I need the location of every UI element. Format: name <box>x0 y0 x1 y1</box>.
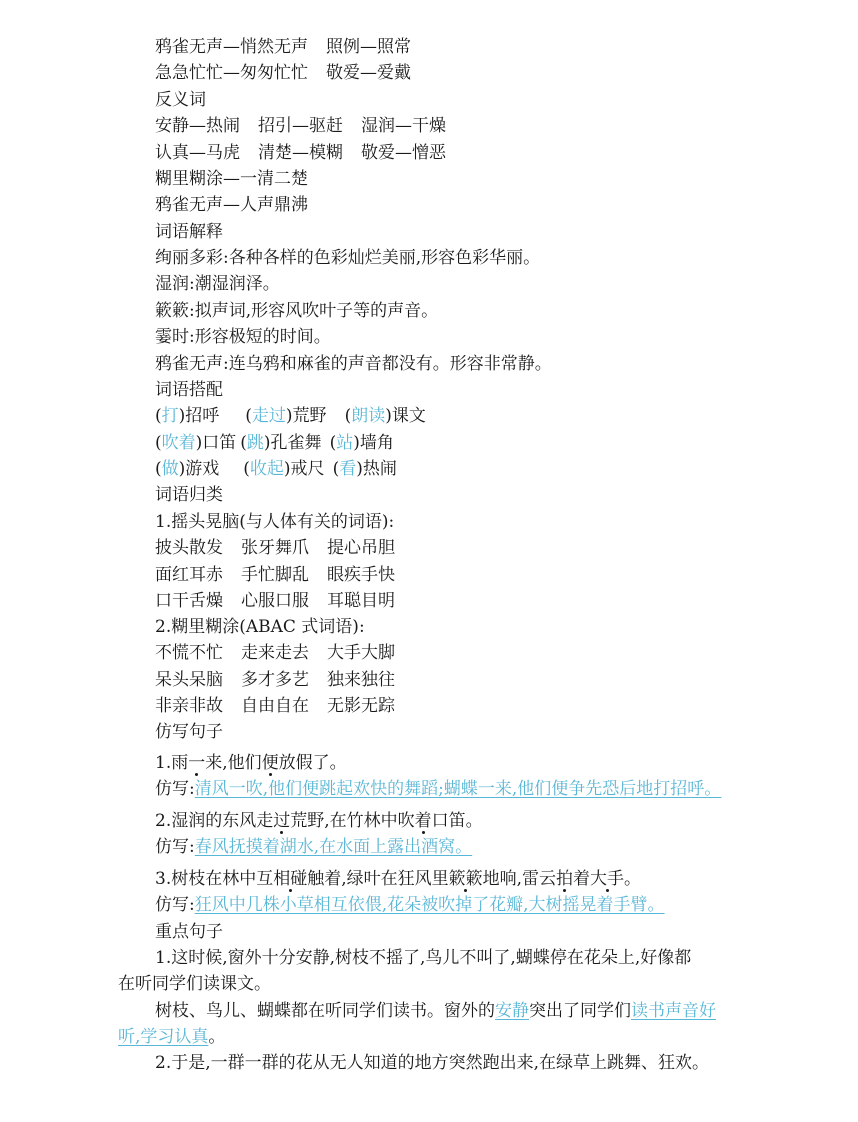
section-heading: 反义词 <box>155 90 206 110</box>
key-sentence: 1.这时候,窗外十分安静,树枝不摇了,鸟儿不叫了,蝴蝶停在花朵上,好像都 <box>155 948 692 968</box>
classify-title: 2.糊里糊涂(ABAC 式词语): <box>155 617 365 637</box>
word-group-line: 呆头呆脑 多才多艺 独来独往 <box>155 670 395 690</box>
word-pair: 敬爱—憎恶 <box>361 143 446 163</box>
answer-text: 读书声音好 <box>631 1001 716 1021</box>
answer-text: 朗读 <box>351 406 386 426</box>
word-pair: 敬爱—爱戴 <box>326 63 411 83</box>
answer-text: 安静 <box>495 1001 529 1021</box>
imitation-answer <box>155 776 721 802</box>
collocation-item: (走过)荒野 <box>245 406 327 426</box>
antonym-line: 糊里糊涂—一清二楚 <box>155 169 308 189</box>
answer-text: 春风抚摸着湖水,在水面上露出酒窝。 <box>194 837 473 857</box>
example-sentence: 3.树枝在林中互相碰触着,绿叶在狂风里簌簌地响,雷云拍着大手。 <box>155 869 642 889</box>
synonym-line <box>155 60 411 86</box>
word-group-line: 面红耳赤 手忙脚乱 眼疾手快 <box>155 565 395 585</box>
word-pair: 照例—照常 <box>326 37 411 57</box>
answer-text: 听,学习认真 <box>118 1027 209 1047</box>
section-heading: 词语解释 <box>155 222 223 242</box>
section-heading: 重点句子 <box>155 922 223 942</box>
imitation-label: 仿写: <box>155 779 195 799</box>
collocation-item: (看)热闹 <box>332 459 397 479</box>
section-heading: 词语归类 <box>155 485 223 505</box>
collocation-item: (朗读)课文 <box>344 406 426 426</box>
answer-text: 清风一吹,他们便跳起欢快的舞蹈;蝴蝶一来,他们便争先恐后地打招呼。 <box>194 779 722 799</box>
word-pair: 招引—驱赶 <box>258 116 343 136</box>
answer-text: 看 <box>339 459 357 479</box>
classify-title: 1.摇头晃脑(与人体有关的词语): <box>155 512 395 532</box>
key-sentence: 2.于是,一群一群的花从无人知道的地方突然跑出来,在绿草上跳舞、狂欢。 <box>155 1053 710 1073</box>
collocation-line <box>155 456 397 482</box>
key-analysis: 树枝、鸟儿、蝴蝶都在听同学们读书。窗外的安静突出了同学们读书声音好 <box>155 1001 716 1021</box>
answer-text: 走过 <box>251 406 286 426</box>
collocation-item: (收起)戒尺 <box>243 459 325 479</box>
explanation-line: 绚丽多彩:各种各样的色彩灿烂美丽,形容色彩华丽。 <box>155 248 541 268</box>
word-pair: 清楚—模糊 <box>258 143 343 163</box>
collocation-item: (站)墙角 <box>329 433 394 453</box>
word-pair: 鸦雀无声—悄然无声 <box>155 37 308 57</box>
imitation-label: 仿写: <box>155 895 195 915</box>
answer-text: 狂风中几株小草相互依偎,花朵被吹掉了花瓣,大树摇晃着手臂。 <box>194 895 665 915</box>
collocation-item: (吹着)口笛 <box>155 433 237 453</box>
explanation-line: 霎时:形容极短的时间。 <box>155 327 331 347</box>
word-pair: 认真—马虎 <box>155 143 240 163</box>
collocation-line <box>155 430 394 456</box>
synonym-line <box>155 34 411 60</box>
answer-text: 站 <box>336 433 354 453</box>
example-sentence: 2.湿润的东风走过荒野,在竹林中吹着口笛。 <box>155 811 483 831</box>
key-analysis: 听,学习认真。 <box>118 1027 226 1047</box>
answer-text: 做 <box>161 459 179 479</box>
collocation-item: (做)游戏 <box>155 459 220 479</box>
word-group-line: 不慌不忙 走来走去 大手大脚 <box>155 643 395 663</box>
collocation-item: (跳)孔雀舞 <box>240 433 322 453</box>
word-group-line: 披头散发 张牙舞爪 提心吊胆 <box>155 538 395 558</box>
word-pair: 急急忙忙—匆匆忙忙 <box>155 63 308 83</box>
word-pair: 安静—热闹 <box>155 116 240 136</box>
answer-text: 收起 <box>249 459 284 479</box>
word-group-line: 非亲非故 自由自在 无影无踪 <box>155 696 395 716</box>
explanation-line: 湿润:潮湿润泽。 <box>155 274 280 294</box>
antonym-line: 鸦雀无声—人声鼎沸 <box>155 195 308 215</box>
answer-text: 吹着 <box>161 433 196 453</box>
section-heading: 词语搭配 <box>155 380 223 400</box>
example-sentence: 1.雨一来,他们便放假了。 <box>155 753 347 773</box>
collocation-line <box>155 403 426 429</box>
imitation-label: 仿写: <box>155 837 195 857</box>
key-sentence: 在听同学们读课文。 <box>118 974 271 994</box>
antonym-line <box>155 140 446 166</box>
answer-text: 跳 <box>246 433 264 453</box>
answer-text: 打 <box>161 406 179 426</box>
section-heading: 仿写句子 <box>155 722 223 742</box>
antonym-line <box>155 113 446 139</box>
explanation-line: 鸦雀无声:连乌鸦和麻雀的声音都没有。形容非常静。 <box>155 354 552 374</box>
imitation-answer <box>155 834 472 860</box>
word-group-line: 口干舌燥 心服口服 耳聪目明 <box>155 591 395 611</box>
imitation-answer <box>155 892 665 918</box>
word-pair: 湿润—干燥 <box>361 116 446 136</box>
collocation-item: (打)招呼 <box>155 406 220 426</box>
explanation-line: 簌簌:拟声词,形容风吹叶子等的声音。 <box>155 301 439 321</box>
